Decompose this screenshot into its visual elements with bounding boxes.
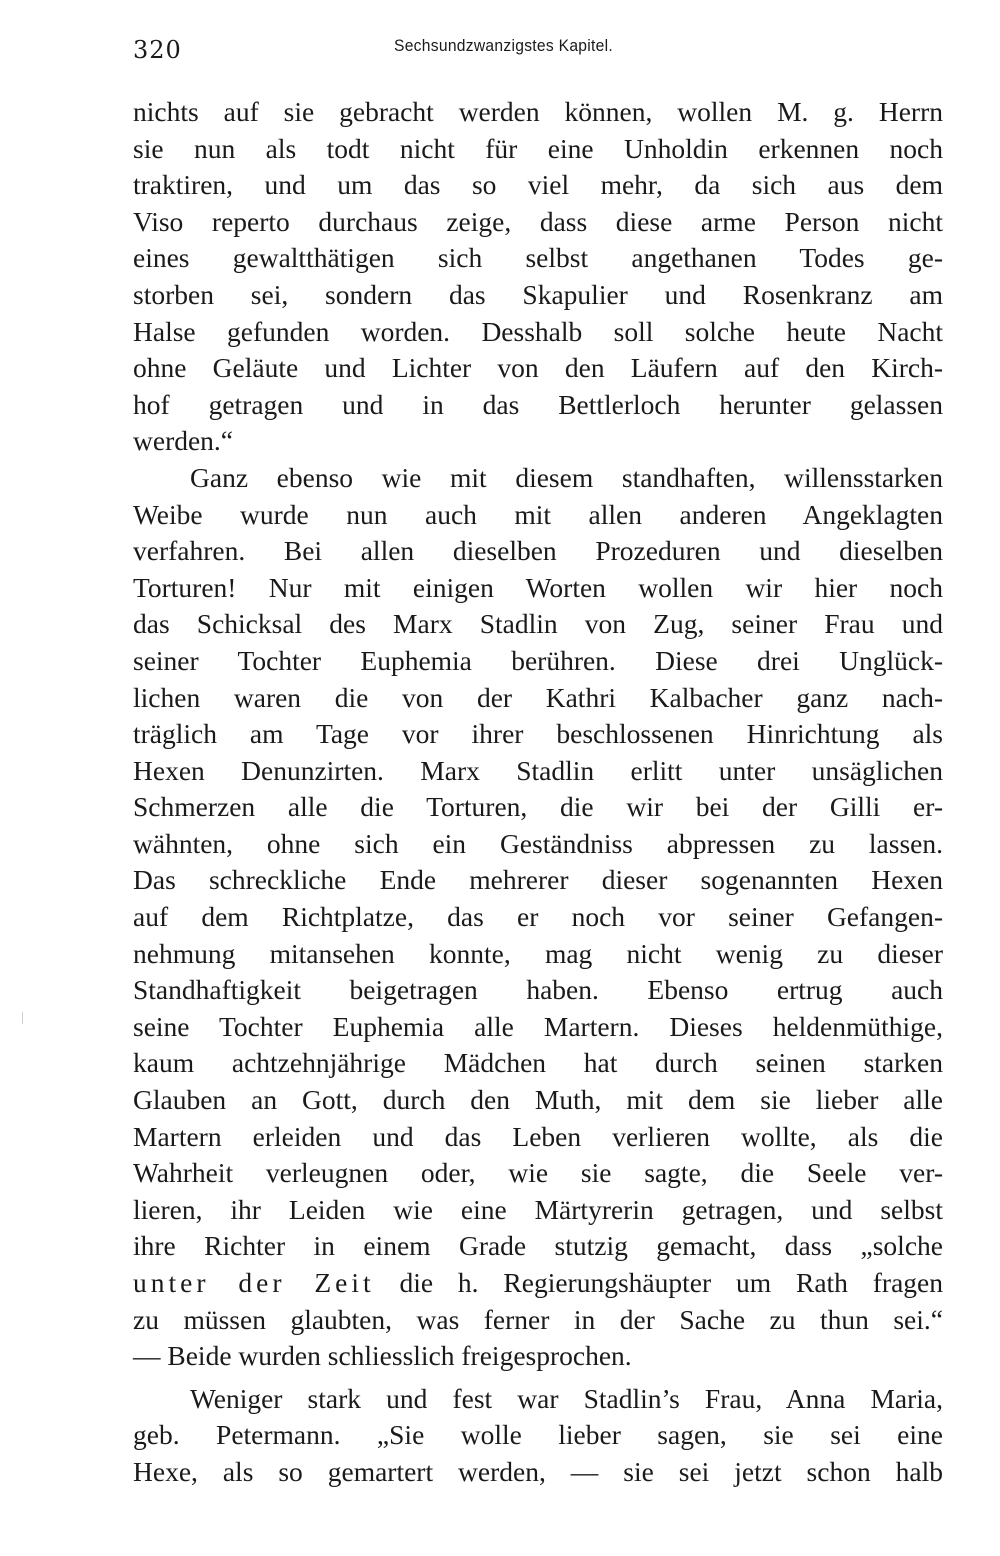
text-line: träglich am Tage vor ihrer beschlossenen Hinrichtung als (133, 718, 943, 750)
text-line: storben sei, sondern das Skapulier und Rosenkranz am (133, 278, 943, 310)
margin-mark (22, 1012, 23, 1024)
running-title: Sechsundzwanzigstes Kapitel. (394, 36, 614, 55)
text-line: Halse gefunden worden. Desshalb soll solche heute Nacht (133, 315, 943, 347)
paragraph-2 (133, 460, 943, 1375)
text-line: hof getragen und in das Bettlerloch herunter gelassen (133, 388, 943, 420)
text-line: seiner Tochter Euphemia berühren. Diese drei Unglück- (133, 644, 943, 676)
text-line (133, 1265, 943, 1302)
paragraph-3 (133, 1381, 943, 1491)
text-line: wähnten, ohne sich ein Geständniss abpressen zu lassen. (133, 827, 943, 859)
body-text (133, 94, 943, 1491)
text-line: traktiren, und um das so viel mehr, da sich aus dem (133, 169, 943, 201)
text-line: zu müssen glaubten, was ferner in der Sache zu thun sei.“ (133, 1303, 943, 1335)
text-line: lichen waren die von der Kathri Kalbacher ganz nach- (133, 681, 943, 713)
paragraph-1 (133, 94, 943, 460)
text-line: Torturen! Nur mit einigen Worten wollen wir hier noch (133, 571, 943, 603)
text-line: ihre Richter in einem Grade stutzig gemacht, dass „solche (133, 1230, 943, 1262)
page-number: 320 (133, 36, 182, 64)
text-line: Wahrheit verleugnen oder, wie sie sagte, die Seele ver- (133, 1157, 943, 1189)
page-header (0, 30, 1000, 66)
text-line: Standhaftigkeit beigetragen haben. Ebenso ertrug auch (133, 974, 943, 1006)
text-line: sie nun als todt nicht für eine Unholdin erkennen noch (133, 132, 943, 164)
text-line: verfahren. Bei allen dieselben Prozeduren und dieselben (133, 535, 943, 567)
text-line-rest: die h. Regierungshäupter um Rath fragen (374, 1267, 943, 1298)
text-line: Viso reperto durchaus zeige, dass diese arme Person nicht (133, 205, 943, 237)
text-line: Glauben an Gott, durch den Muth, mit dem sie lieber alle (133, 1084, 943, 1116)
text-line: kaum achtzehnjährige Mädchen hat durch seinen starken (133, 1047, 943, 1079)
text-line: eines gewaltthätigen sich selbst angethanen Todes ge- (133, 242, 943, 274)
text-line: Weniger stark und fest war Stadlin’s Frau, Anna Maria, (190, 1382, 943, 1414)
spaced-emphasis: unter der Zeit (133, 1267, 375, 1298)
text-line: lieren, ihr Leiden wie eine Märtyrerin getragen, und selbst (133, 1193, 943, 1225)
text-line: das Schicksal des Marx Stadlin von Zug, seiner Frau und (133, 608, 943, 640)
text-line: Ganz ebenso wie mit diesem standhaften, willensstarken (190, 461, 943, 493)
text-line: geb. Petermann. „Sie wolle lieber sagen, sie sei eine (133, 1419, 943, 1451)
text-line: auf dem Richtplatze, das er noch vor seiner Gefangen- (133, 901, 943, 933)
text-line: werden.“ (133, 425, 234, 457)
text-line: Schmerzen alle die Torturen, die wir bei der Gilli er- (133, 791, 943, 823)
text-line: nehmung mitansehen konnte, mag nicht wenig zu dieser (133, 937, 943, 969)
text-line: Weibe wurde nun auch mit allen anderen Angeklagten (133, 498, 943, 530)
text-line: — Beide wurden schliesslich freigesprochen. (133, 1340, 632, 1372)
text-line: Hexe, als so gemartert werden, — sie sei jetzt schon halb (133, 1455, 943, 1487)
text-line: Das schreckliche Ende mehrerer dieser sogenannten Hexen (133, 864, 943, 896)
text-line: nichts auf sie gebracht werden können, wollen M. g. Herrn (133, 96, 943, 127)
text-line: seine Tochter Euphemia alle Martern. Dieses heldenmüthige, (133, 1010, 943, 1042)
text-line: Martern erleiden und das Leben verlieren wollte, als die (133, 1120, 943, 1152)
text-line: Hexen Denunzirten. Marx Stadlin erlitt unter unsäglichen (133, 754, 943, 786)
text-line: ohne Geläute und Lichter von den Läufern auf den Kirch- (133, 352, 943, 384)
